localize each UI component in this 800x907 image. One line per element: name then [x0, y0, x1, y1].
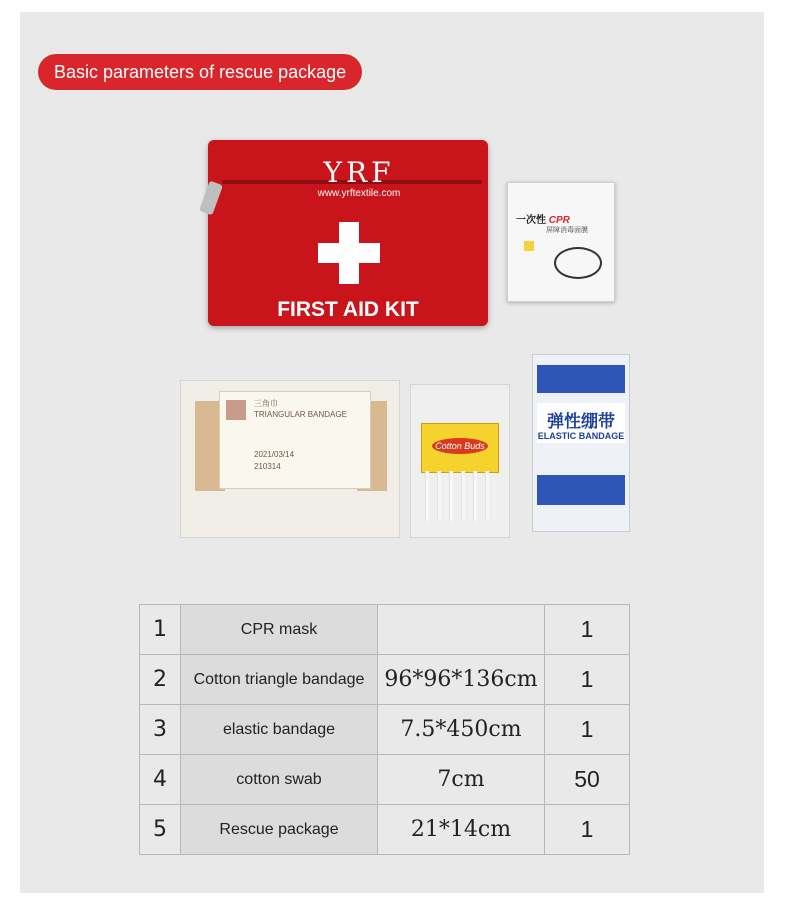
elastic-label-en: ELASTIC BANDAGE — [537, 431, 625, 441]
swab-stick — [473, 471, 477, 521]
row-number: 5 — [140, 805, 181, 855]
medical-cross-icon-bar — [318, 243, 380, 263]
table-row — [140, 605, 630, 655]
section-title: Basic parameters of rescue package — [38, 54, 362, 90]
item-name: CPR mask — [181, 605, 378, 655]
cpr-pack-title-cn: 一次性 — [516, 215, 546, 226]
elastic-bandage-pack-image — [532, 354, 630, 532]
swab-stick — [437, 471, 441, 521]
item-size: 96*96*136cm — [378, 655, 545, 705]
cotton-swab-pack-image — [410, 384, 510, 538]
brand-logo — [298, 158, 420, 200]
swab-stick — [425, 471, 429, 521]
item-quantity: 1 — [545, 705, 630, 755]
item-name: Cotton triangle bandage — [181, 655, 378, 705]
logo-url: www.yrftextile.com — [317, 188, 401, 199]
item-name: cotton swab — [181, 755, 378, 805]
cpr-pack-title — [516, 211, 570, 226]
face-mask-icon — [554, 247, 602, 279]
item-name: Rescue package — [181, 805, 378, 855]
item-quantity: 1 — [545, 655, 630, 705]
item-quantity: 50 — [545, 755, 630, 805]
cpr-mask-pack-image — [507, 182, 615, 302]
table-row — [140, 705, 630, 755]
row-number: 2 — [140, 655, 181, 705]
item-size: 7cm — [378, 755, 545, 805]
brand-mark-icon — [226, 400, 246, 420]
pack-label-line: 三角巾 — [254, 399, 278, 408]
pack-label-line: TRIANGULAR BANDAGE — [254, 410, 347, 419]
swab-stick — [449, 471, 453, 521]
swab-brand: Cotton Buds — [432, 438, 488, 454]
item-quantity: 1 — [545, 805, 630, 855]
row-number: 4 — [140, 755, 181, 805]
table-row — [140, 755, 630, 805]
parameters-table — [139, 604, 630, 855]
logo-text: YRF — [323, 156, 395, 189]
item-size: 7.5*450cm — [378, 705, 545, 755]
item-size — [378, 605, 545, 655]
elastic-label-cn: 弹性绷带 — [547, 412, 615, 431]
first-aid-pouch-image — [208, 140, 488, 326]
pack-label — [219, 391, 371, 489]
swab-stick — [461, 471, 465, 521]
table-row — [140, 805, 630, 855]
swab-box — [421, 423, 499, 473]
pack-band — [537, 365, 625, 393]
triangle-bandage-pack-image — [180, 380, 400, 538]
pack-band — [537, 475, 625, 505]
row-number: 3 — [140, 705, 181, 755]
table-row — [140, 655, 630, 705]
cpr-pack-subtitle: 屏障消毒面膜 — [546, 227, 588, 234]
warning-icon — [524, 241, 534, 251]
item-size: 21*14cm — [378, 805, 545, 855]
swab-stick — [485, 471, 489, 521]
pack-date: 2021/03/14 — [254, 450, 295, 459]
item-name: elastic bandage — [181, 705, 378, 755]
pack-lot: 210314 — [254, 462, 281, 471]
item-quantity: 1 — [545, 605, 630, 655]
cpr-pack-title-en: CPR — [548, 215, 570, 226]
pouch-label: FIRST AID KIT — [277, 298, 419, 321]
zipper-pull — [199, 181, 223, 216]
row-number: 1 — [140, 605, 181, 655]
